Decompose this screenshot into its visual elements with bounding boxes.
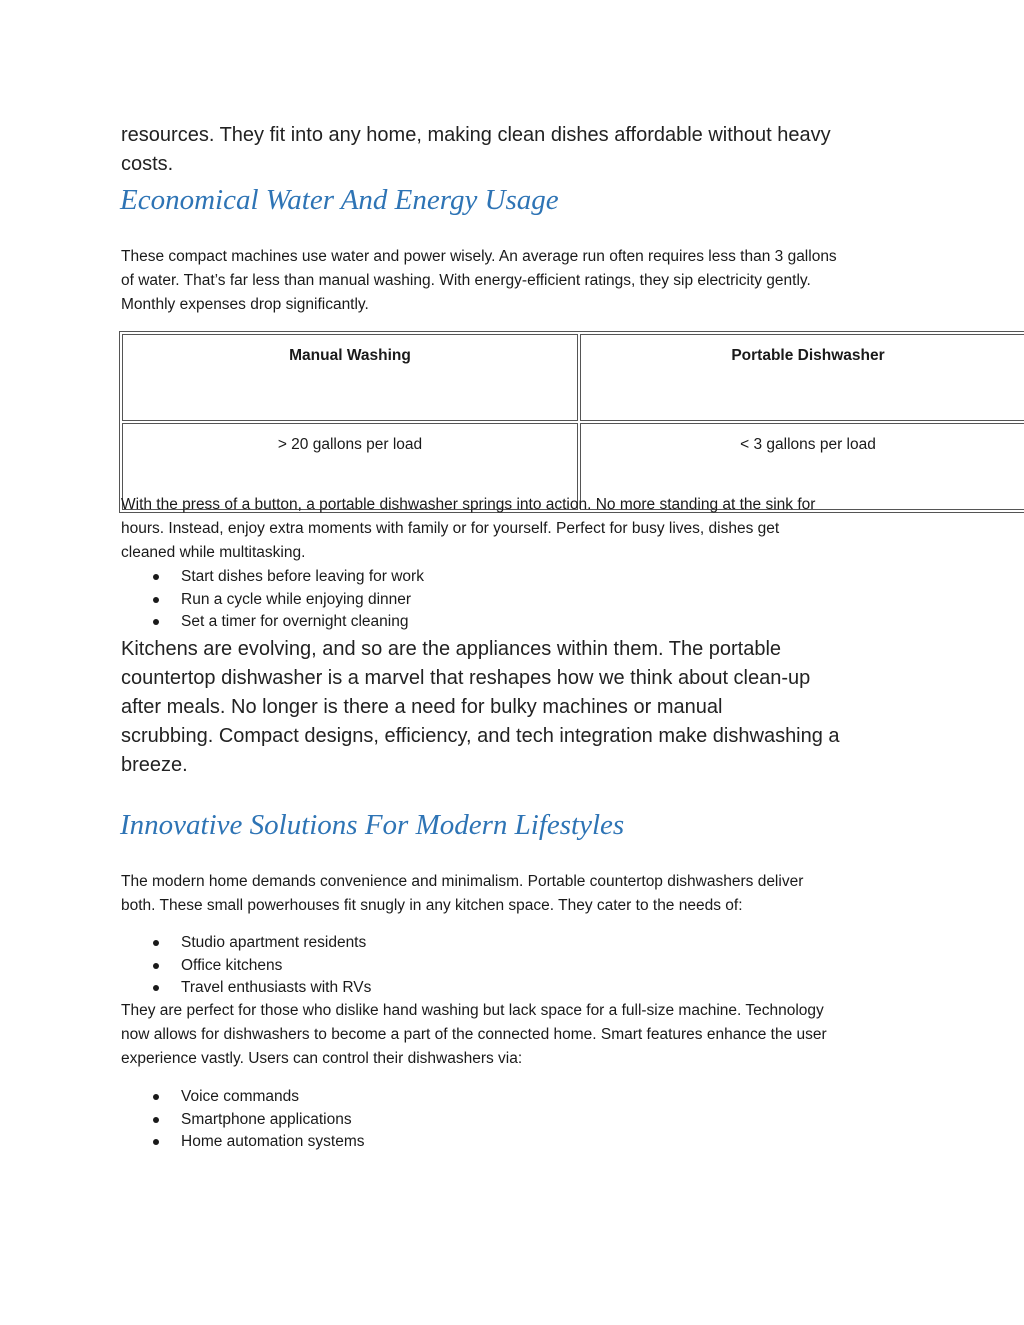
list-item: Set a timer for overnight cleaning (121, 611, 424, 634)
list-item: Travel enthusiasts with RVs (121, 977, 371, 1000)
list-item: Office kitchens (121, 955, 371, 978)
paragraph-line: both. These small powerhouses fit snugly in any kitchen space. They cater to the needs of: (121, 897, 743, 914)
paragraph-line: breeze. (121, 754, 188, 776)
list-item: Smartphone applications (121, 1109, 365, 1132)
intro-line: resources. They fit into any home, making clean dishes affordable without heavy (121, 124, 831, 146)
paragraph-line: These compact machines use water and power wisely. An average run often requires less than 3 gallons (121, 248, 837, 265)
economical-paragraph (121, 245, 837, 317)
list-item: Run a cycle while enjoying dinner (121, 589, 424, 612)
paragraph-line: countertop dishwasher is a marvel that reshapes how we think about clean-up (121, 667, 811, 689)
paragraph-line: after meals. No longer is there a need for bulky machines or manual (121, 696, 723, 718)
paragraph-line: cleaned while multitasking. (121, 544, 306, 561)
paragraph-line: Monthly expenses drop significantly. (121, 296, 369, 313)
paragraph-line: Kitchens are evolving, and so are the appliances within them. The portable (121, 638, 782, 660)
table-header-cell: Manual Washing (122, 334, 578, 421)
table-cell: < 3 gallons per load (580, 423, 1024, 510)
button-press-paragraph (121, 493, 815, 565)
list-item: Studio apartment residents (121, 932, 371, 955)
list-item: Voice commands (121, 1086, 365, 1109)
table-cell: > 20 gallons per load (122, 423, 578, 510)
table-header-cell: Portable Dishwasher (580, 334, 1024, 421)
modern-home-paragraph (121, 870, 803, 918)
table-header-row (122, 334, 1024, 421)
kitchens-paragraph (121, 635, 840, 780)
section-heading-economical: Economical Water And Energy Usage (120, 184, 559, 216)
comparison-table (119, 331, 1024, 513)
paragraph-line: scrubbing. Compact designs, efficiency, and tech integration make dishwashing a (121, 725, 840, 747)
paragraph-line: experience vastly. Users can control their dishwashers via: (121, 1050, 523, 1067)
section-heading-innovative: Innovative Solutions For Modern Lifestyles (120, 809, 625, 841)
paragraph-line: The modern home demands convenience and minimalism. Portable countertop dishwashers deliver (121, 873, 804, 890)
paragraph-line: now allows for dishwashers to become a part of the connected home. Smart features enhance the user (121, 1026, 827, 1043)
list-item: Start dishes before leaving for work (121, 566, 424, 589)
audience-list (121, 932, 371, 1000)
paragraph-line: hours. Instead, enjoy extra moments with family or for yourself. Perfect for busy lives, dishes get (121, 520, 780, 537)
control-methods-list (121, 1086, 365, 1154)
paragraph-line: With the press of a button, a portable dishwasher springs into action. No more standing at the sink for (121, 496, 816, 513)
intro-line: costs. (121, 153, 174, 175)
list-item: Home automation systems (121, 1131, 365, 1154)
paragraph-line: of water. That’s far less than manual washing. With energy-efficient ratings, they sip electricity gently. (121, 272, 811, 289)
technology-paragraph (121, 999, 827, 1071)
intro-paragraph (121, 121, 831, 179)
paragraph-line: They are perfect for those who dislike hand washing but lack space for a full-size machine. Technology (121, 1002, 824, 1019)
multitasking-list (121, 566, 424, 634)
